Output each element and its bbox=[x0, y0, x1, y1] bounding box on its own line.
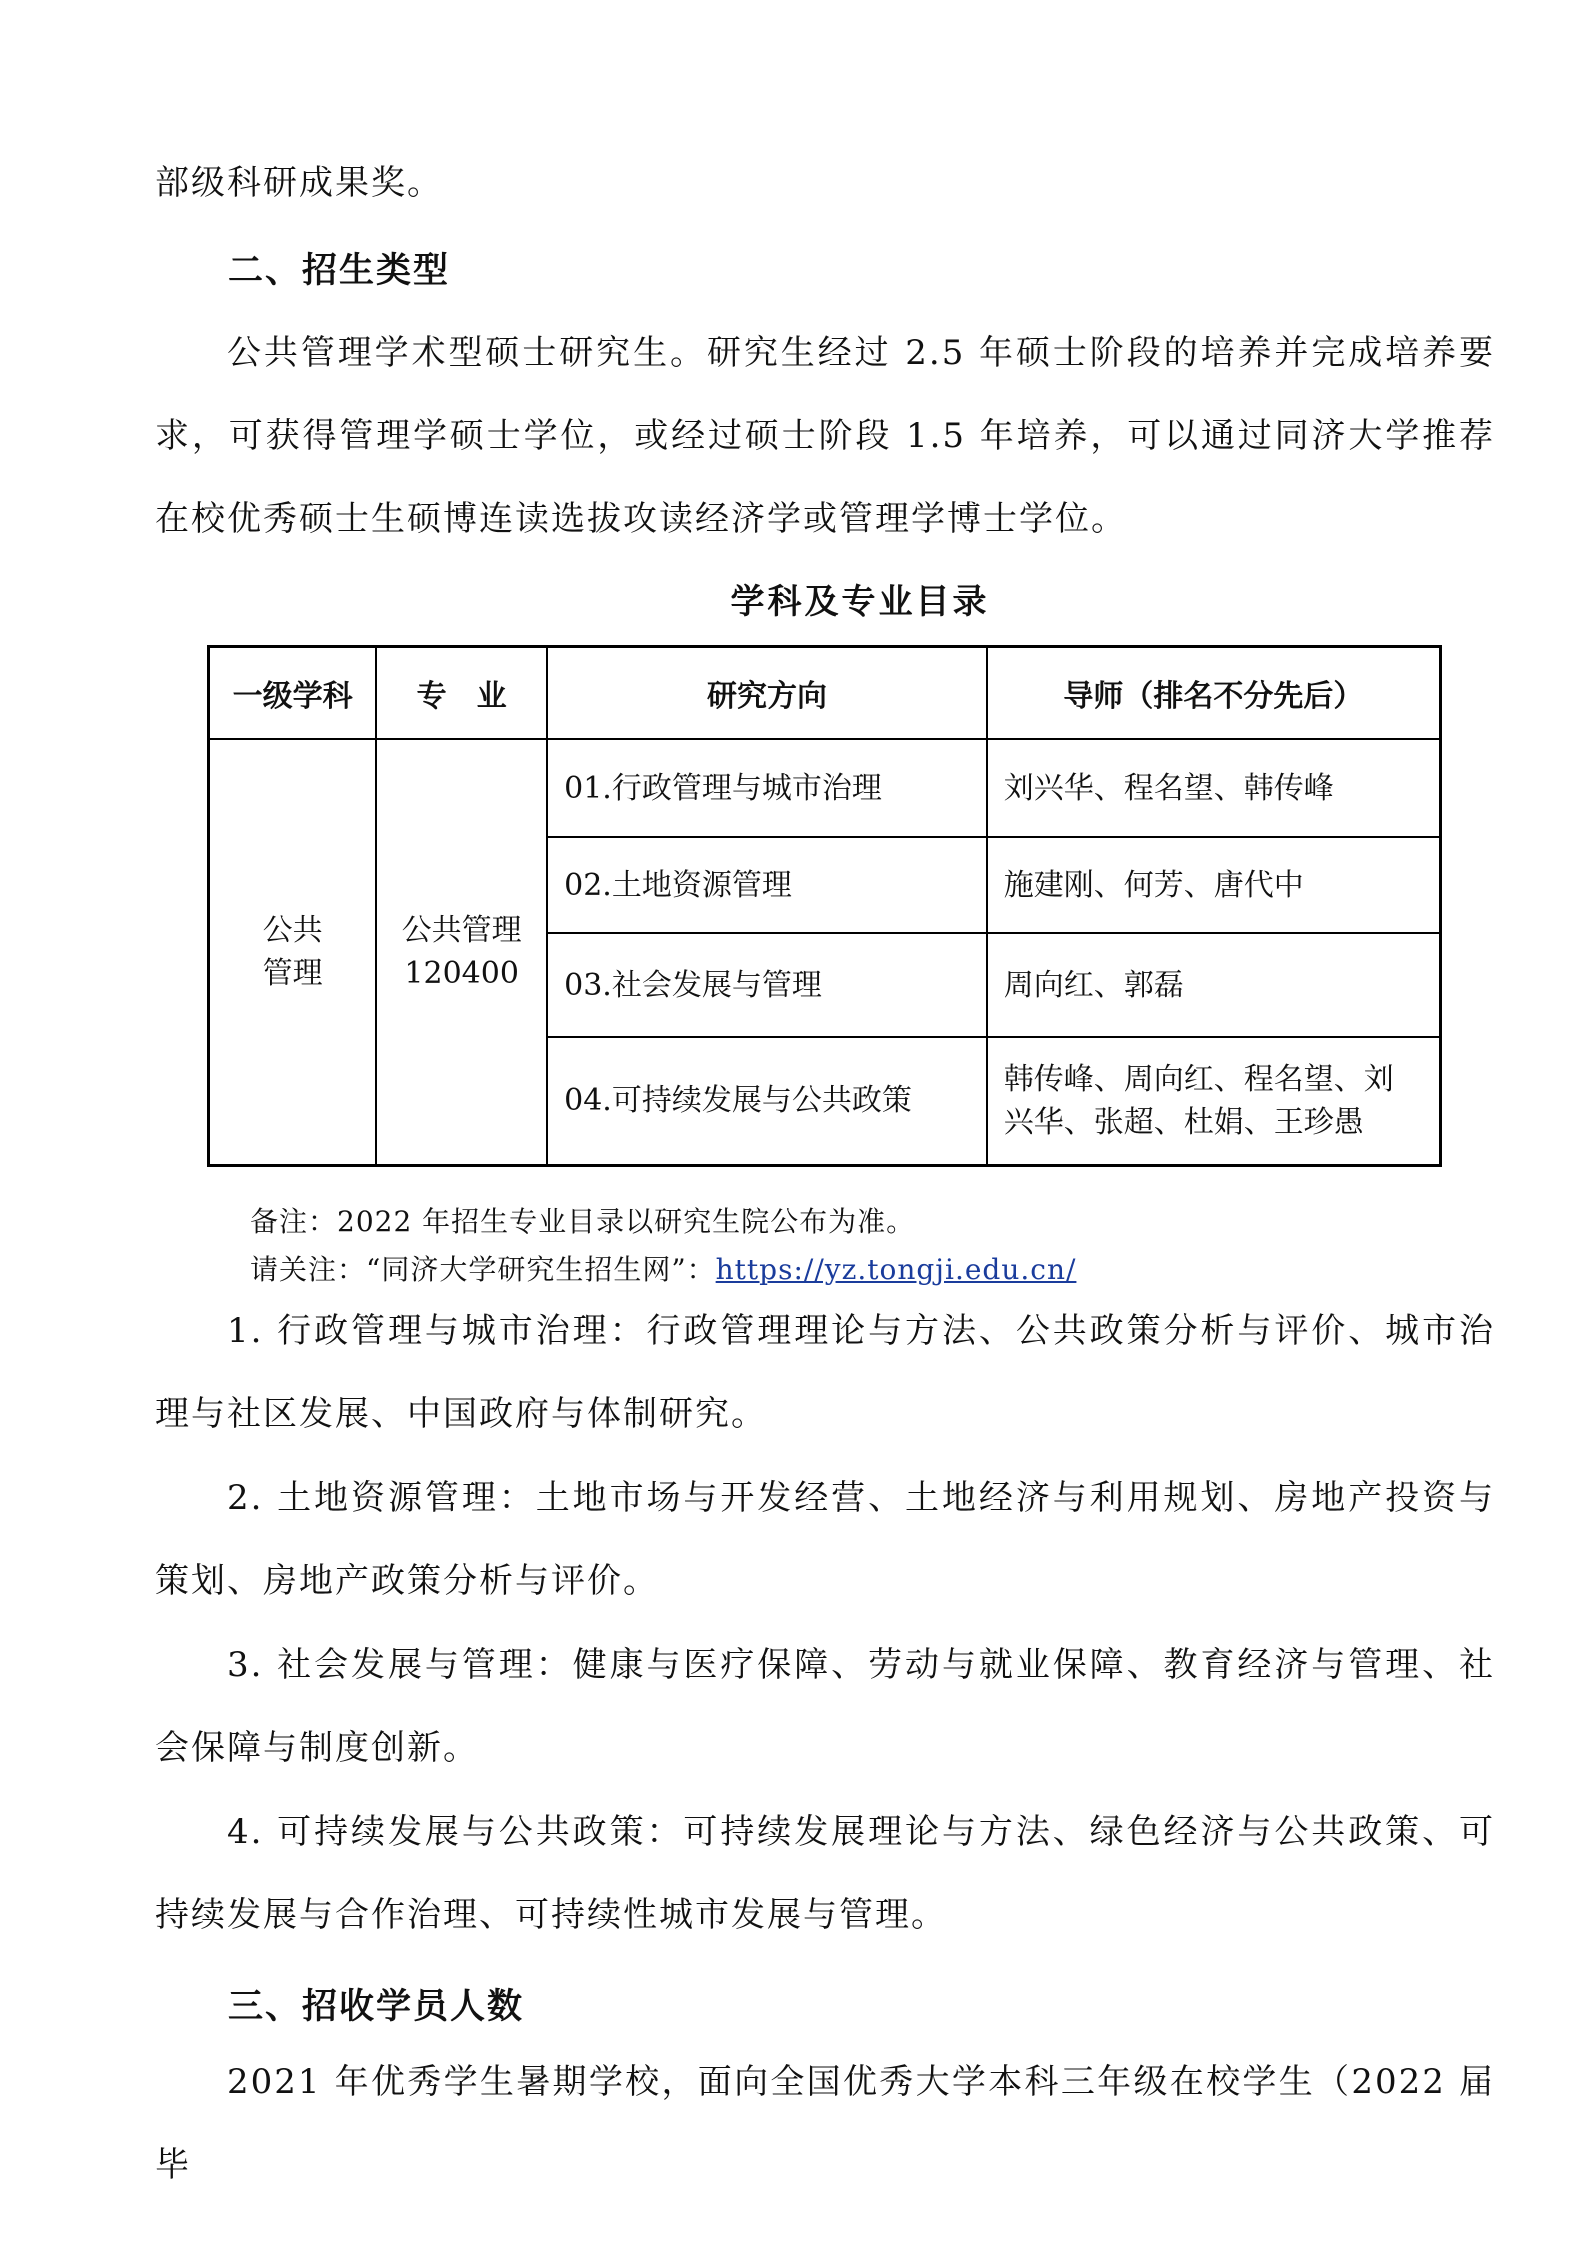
discipline-cell bbox=[209, 739, 377, 1165]
note-follow bbox=[250, 1248, 1076, 1288]
section3-heading: 三、招收学员人数 bbox=[228, 1987, 525, 2027]
direction-item-3: 3. 社会发展与管理：健康与医疗保障、劳动与就业保障、教育经济与管理、社会保障与制度创新。 bbox=[155, 1645, 1495, 1768]
section3-paragraph: 2021 年优秀学生暑期学校，面向全国优秀大学本科三年级在校学生（2022 届毕 bbox=[155, 2062, 1495, 2185]
intro-tail-text: 部级科研成果奖。 bbox=[155, 163, 443, 203]
note-follow-label: 请关注：“同济大学研究生招生网”： bbox=[250, 1253, 716, 1286]
tutors-cell: 周向红、郭磊 bbox=[987, 933, 1441, 1037]
table-row bbox=[209, 739, 1441, 837]
direction-item-2: 2. 土地资源管理：土地市场与开发经营、土地经济与利用规划、房地产投资与策划、房地产政策分析与评价。 bbox=[155, 1478, 1495, 1601]
header-major: 专 业 bbox=[376, 647, 547, 740]
table-header-row bbox=[209, 647, 1441, 740]
discipline-name: 公共管理 bbox=[262, 912, 323, 991]
direction-cell: 01.行政管理与城市治理 bbox=[547, 739, 987, 837]
tutors-cell: 刘兴华、程名望、韩传峰 bbox=[987, 739, 1441, 837]
table-caption: 学科及专业目录 bbox=[730, 582, 990, 622]
major-cell bbox=[376, 739, 547, 1165]
tutors-cell: 施建刚、何芳、唐代中 bbox=[987, 837, 1441, 933]
tutors-cell: 韩传峰、周向红、程名望、刘兴华、张超、杜娟、王珍愚 bbox=[987, 1037, 1441, 1165]
header-tutors: 导师（排名不分先后） bbox=[987, 647, 1441, 740]
major-code: 120400 bbox=[404, 955, 519, 991]
direction-cell: 03.社会发展与管理 bbox=[547, 933, 987, 1037]
catalog-table bbox=[207, 645, 1442, 1167]
direction-item-1: 1. 行政管理与城市治理：行政管理理论与方法、公共政策分析与评价、城市治理与社区发展、中国政府与体制研究。 bbox=[155, 1311, 1495, 1434]
direction-item-4: 4. 可持续发展与公共政策：可持续发展理论与方法、绿色经济与公共政策、可持续发展与合作治理、可持续性城市发展与管理。 bbox=[155, 1812, 1495, 1935]
admissions-site-link[interactable]: https://yz.tongji.edu.cn/ bbox=[715, 1253, 1077, 1286]
section2-heading: 二、招生类型 bbox=[228, 251, 451, 291]
major-name: 公共管理 bbox=[401, 912, 522, 948]
header-discipline: 一级学科 bbox=[209, 647, 377, 740]
section2-paragraph: 公共管理学术型硕士研究生。研究生经过 2.5 年硕士阶段的培养并完成培养要求，可获得管理学硕士学位，或经过硕士阶段 1.5 年培养，可以通过同济大学推荐在校优秀硕士生硕博连读选拔攻读经济学或管理学博士学位。 bbox=[155, 333, 1495, 539]
direction-cell: 04.可持续发展与公共政策 bbox=[547, 1037, 987, 1165]
direction-cell: 02.土地资源管理 bbox=[547, 837, 987, 933]
header-direction: 研究方向 bbox=[547, 647, 987, 740]
note-text: 备注：2022 年招生专业目录以研究生院公布为准。 bbox=[250, 1205, 916, 1238]
